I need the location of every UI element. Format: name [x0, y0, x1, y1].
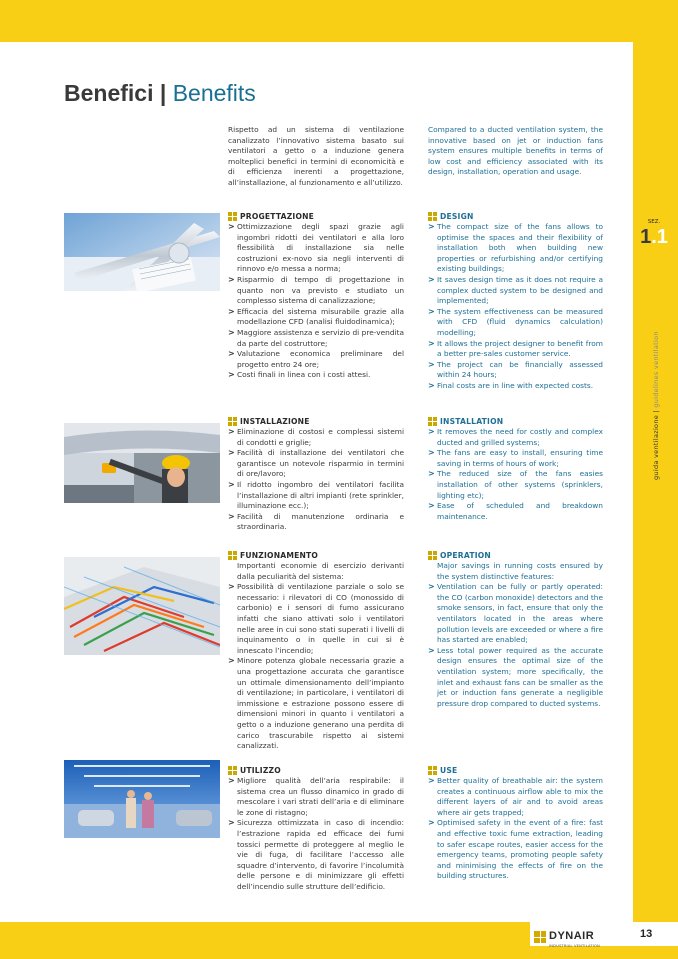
chevron-right-icon: >	[228, 327, 235, 337]
list-item: > The project can be financially assessed within 24 hours;	[428, 359, 603, 380]
list-item: > The reduced size of the fans easies installation of other systems (sprinklers, lighting etc);	[428, 469, 603, 500]
list-item: > Sicurezza ottimizzata in caso di incendio: l’estrazione rapida ed efficace dei fumi tossici permette di proteggere al meglio le vie di fuga, di facilitare l’accesso alle squadre d’intervento, di favorire l’incolumità delle persone e di minimizzare gli effetti dell’incendio sulle strutture dell’edificio.	[228, 818, 404, 891]
list-item: > Maggiore assistenza e servizio di pre-vendita da parte del costruttore;	[228, 327, 404, 348]
section-installazione	[228, 417, 404, 533]
design-photo-illustration	[64, 213, 220, 291]
installazione-list	[228, 427, 404, 533]
section-operation	[428, 551, 603, 709]
funzionamento-intro: Importanti economie di esercizio derivanti dalla peculiarità del sistema:	[237, 561, 404, 581]
section-label: FUNZIONAMENTO	[240, 551, 319, 560]
title-english: Benefits	[172, 80, 256, 106]
list-item: > Facilità di manutenzione ordinaria e straordinaria.	[228, 511, 404, 532]
chevron-right-icon: >	[228, 222, 235, 231]
section-progettazione	[228, 212, 404, 381]
chevron-right-icon: >	[428, 582, 435, 592]
list-item: > The system effectiveness can be measured with CFD (fluid dynamics calculation) modelling;	[428, 306, 603, 337]
list-item: > Minore potenza globale necessaria grazie a una progettazione accurata che garantisce un ottimale dimensionamento dell’impianto di ventilazione; in particolare, i ventilatori di immissione e estrazione possono essere di dimensioni minori in quanto i ventilatori a getto o a induzione generano una perdita di carico trascurabile rispetto ai sistemi canalizzati.	[228, 656, 404, 751]
title-separator: |	[159, 80, 167, 106]
grid-bullet-icon	[228, 766, 237, 775]
list-item: > Ease of scheduled and breakdown maintenance.	[428, 501, 603, 521]
grid-bullet-icon	[428, 212, 437, 221]
chevron-right-icon: >	[428, 380, 435, 390]
page-number: 13	[640, 928, 653, 940]
chevron-right-icon: >	[428, 274, 435, 284]
section-label: DESIGN	[440, 212, 474, 221]
use-list	[428, 776, 603, 882]
chevron-right-icon: >	[428, 222, 435, 231]
chevron-right-icon: >	[228, 511, 235, 521]
chevron-right-icon: >	[428, 448, 435, 458]
chevron-right-icon: >	[228, 582, 235, 592]
list-item: > It saves design time as it does not require a complex ducted system to be designed and implemented;	[428, 274, 603, 306]
right-color-band	[633, 42, 678, 922]
chevron-right-icon: >	[428, 469, 435, 479]
logo-mark-icon	[534, 931, 546, 943]
logo-tagline: INDUSTRIAL VENTILATION	[549, 944, 600, 948]
chevron-right-icon: >	[228, 427, 235, 436]
grid-bullet-icon	[228, 551, 237, 560]
vertical-label-italian: guida ventilazione |	[652, 410, 660, 480]
list-item: > Eliminazione di costosi e complessi sistemi di condotti e griglie;	[228, 427, 404, 447]
operation-intro: Major savings in running costs ensured by the system distinctive features:	[437, 561, 603, 581]
section-design	[428, 212, 603, 392]
grid-bullet-icon	[228, 212, 237, 221]
chevron-right-icon: >	[228, 656, 235, 666]
chevron-right-icon: >	[228, 306, 235, 316]
photo-installation-worker	[64, 423, 220, 503]
list-item: > Possibilità di ventilazione parziale o solo se necessario: i rilevatori di CO (monossido di carbonio) e i sensori di fumo assicurano infatti che siano attivati solo i ventilatori nelle aree in cui sono stati superati i livelli di inquinamento o in quelle in cui si è innescato l’incendio;	[228, 582, 404, 655]
list-item: > Optimised safety in the event of a fire: fast and effective toxic fume extraction, leading to safer escape routes, easier access for the emergency teams, promoting people safety and minimising the effects of fire on the building structures.	[428, 818, 603, 881]
section-heading	[228, 551, 404, 560]
list-item: > It allows the project designer to benefit from a better pre-sales customer service.	[428, 338, 603, 359]
section-badge-label: SEZ.	[647, 219, 661, 225]
photo-design-ducts	[64, 213, 220, 291]
list-item: > Efficacia del sistema misurabile grazie alla modellazione CFD (analisi fluidodinamica);	[228, 306, 404, 327]
photo-cfd-simulation	[64, 557, 220, 655]
section-heading	[428, 417, 603, 426]
section-label: INSTALLATION	[440, 417, 504, 426]
section-badge-number: 1.1	[640, 226, 668, 248]
intro-english: Compared to a ducted ventilation system, the innovative based on jet or induction fans system ensures multiple benefits in terms of low cost and efficiency associated with its design, installation, operation and usage.	[428, 125, 603, 177]
chevron-right-icon: >	[428, 776, 435, 785]
utilizzo-list	[228, 776, 404, 893]
chevron-right-icon: >	[428, 359, 435, 369]
list-item: > It removes the need for costly and complex ducted and grilled systems;	[428, 427, 603, 447]
vertical-guide-label	[652, 331, 660, 480]
grid-bullet-icon	[428, 551, 437, 560]
list-item: > Il ridotto ingombro dei ventilatori facilita l’installazione di altri impianti (rete sprinkler, illuminazione ecc.);	[228, 479, 404, 511]
chevron-right-icon: >	[228, 448, 235, 458]
section-heading	[228, 212, 404, 221]
page-title	[64, 80, 256, 107]
dynair-logo	[534, 926, 600, 948]
section-label: UTILIZZO	[240, 766, 281, 775]
chevron-right-icon: >	[428, 818, 435, 828]
chevron-right-icon: >	[428, 306, 435, 316]
intro-english-column	[428, 125, 603, 178]
list-item: > Less total power required as the accurate design ensures the optimal size of the ventilation system; more specifically, the inlet and exhaust fans can be smaller as the jet or induction fans generate a negligible pressure drop compared to ducted systems.	[428, 645, 603, 708]
photo-parking-garage	[64, 760, 220, 838]
title-italian: Benefici	[64, 80, 154, 106]
section-badge	[636, 219, 672, 248]
list-item: > Risparmio di tempo di progettazione in quanto non va previsto e studiato un complesso sistema di canalizzazione;	[228, 274, 404, 306]
section-heading	[428, 551, 603, 560]
grid-bullet-icon	[428, 417, 437, 426]
chevron-right-icon: >	[228, 370, 235, 380]
section-heading	[228, 766, 404, 775]
list-item: > Better quality of breathable air: the system creates a continuous airflow able to mix the different layers of air and to avoid areas where air gets trapped;	[428, 776, 603, 817]
list-item: > Ottimizzazione degli spazi grazie agli ingombri ridotti dei ventilatori e alla loro flessibilità di installazione sia nelle costruzioni ex-novo sia negli interventi di rinnovo e/o messa a norma;	[228, 222, 404, 274]
list-item: > Ventilation can be fully or partly operated: the CO (carbon monoxide) detectors and the smoke sensors, in fact, ensure that only the ventilators located in the areas where pollution levels are exceeded or where a fire has started are enabled;	[428, 582, 603, 645]
list-item: > Valutazione economica preliminare del progetto entro 24 ore;	[228, 349, 404, 369]
chevron-right-icon: >	[228, 818, 235, 828]
logo-name: DYNAIR	[549, 930, 595, 942]
section-heading	[228, 417, 404, 426]
parking-photo-illustration	[64, 760, 220, 838]
progettazione-list	[228, 222, 404, 381]
grid-bullet-icon	[228, 417, 237, 426]
intro-italian: Rispetto ad un sistema di ventilazione canalizzato l’innovativo sistema basato sui ventilatori a getto o a induzione genera molteplici benefici in termini di economicità e di efficienza inerenti a progettazione, all’installazione, al funzionamento e all’utilizzo.	[228, 125, 404, 187]
right-white-strip	[612, 42, 633, 922]
section-utilizzo	[228, 766, 404, 893]
top-white-strip	[0, 42, 633, 47]
funzionamento-list	[228, 582, 404, 752]
chevron-right-icon: >	[228, 274, 235, 284]
installation-list	[428, 427, 603, 522]
list-item: > The fans are easy to install, ensuring time saving in terms of hours of work;	[428, 448, 603, 468]
cfd-photo-illustration	[64, 557, 220, 655]
chevron-right-icon: >	[428, 645, 435, 655]
list-item: > Final costs are in line with expected costs.	[428, 380, 594, 390]
intro-italian-column	[228, 125, 404, 189]
installation-photo-illustration	[64, 423, 220, 503]
top-color-band	[0, 0, 678, 42]
chevron-right-icon: >	[428, 427, 435, 436]
section-label: INSTALLAZIONE	[240, 417, 310, 426]
section-heading	[428, 766, 603, 775]
chevron-right-icon: >	[228, 349, 235, 359]
section-heading	[428, 212, 603, 221]
operation-list	[428, 582, 603, 709]
vertical-label-english: guidelines ventilation	[652, 331, 660, 411]
section-installation	[428, 417, 603, 522]
list-item: > Costi finali in linea con i costi attesi.	[228, 370, 371, 380]
list-item: > The compact size of the fans allows to optimise the spaces and their flexibility of installation both when building new properties or refurbishing and/or certifying existing buildings;	[428, 222, 603, 274]
section-label: USE	[440, 766, 458, 775]
grid-bullet-icon	[428, 766, 437, 775]
chevron-right-icon: >	[228, 776, 235, 785]
section-use	[428, 766, 603, 882]
list-item: > Facilità di installazione dei ventilatori che garantisce un notevole risparmio in termini di ore/lavoro;	[228, 448, 404, 479]
section-funzionamento	[228, 551, 404, 752]
chevron-right-icon: >	[428, 501, 435, 511]
chevron-right-icon: >	[228, 479, 235, 489]
section-label: PROGETTAZIONE	[240, 212, 315, 221]
section-label: OPERATION	[440, 551, 491, 560]
design-list	[428, 222, 603, 392]
chevron-right-icon: >	[428, 338, 435, 348]
list-item: > Migliore qualità dell’aria respirabile: il sistema crea un flusso dinamico in grado di mescolare i vari strati dell’aria e di eliminare le zone di ristagno;	[228, 776, 404, 817]
